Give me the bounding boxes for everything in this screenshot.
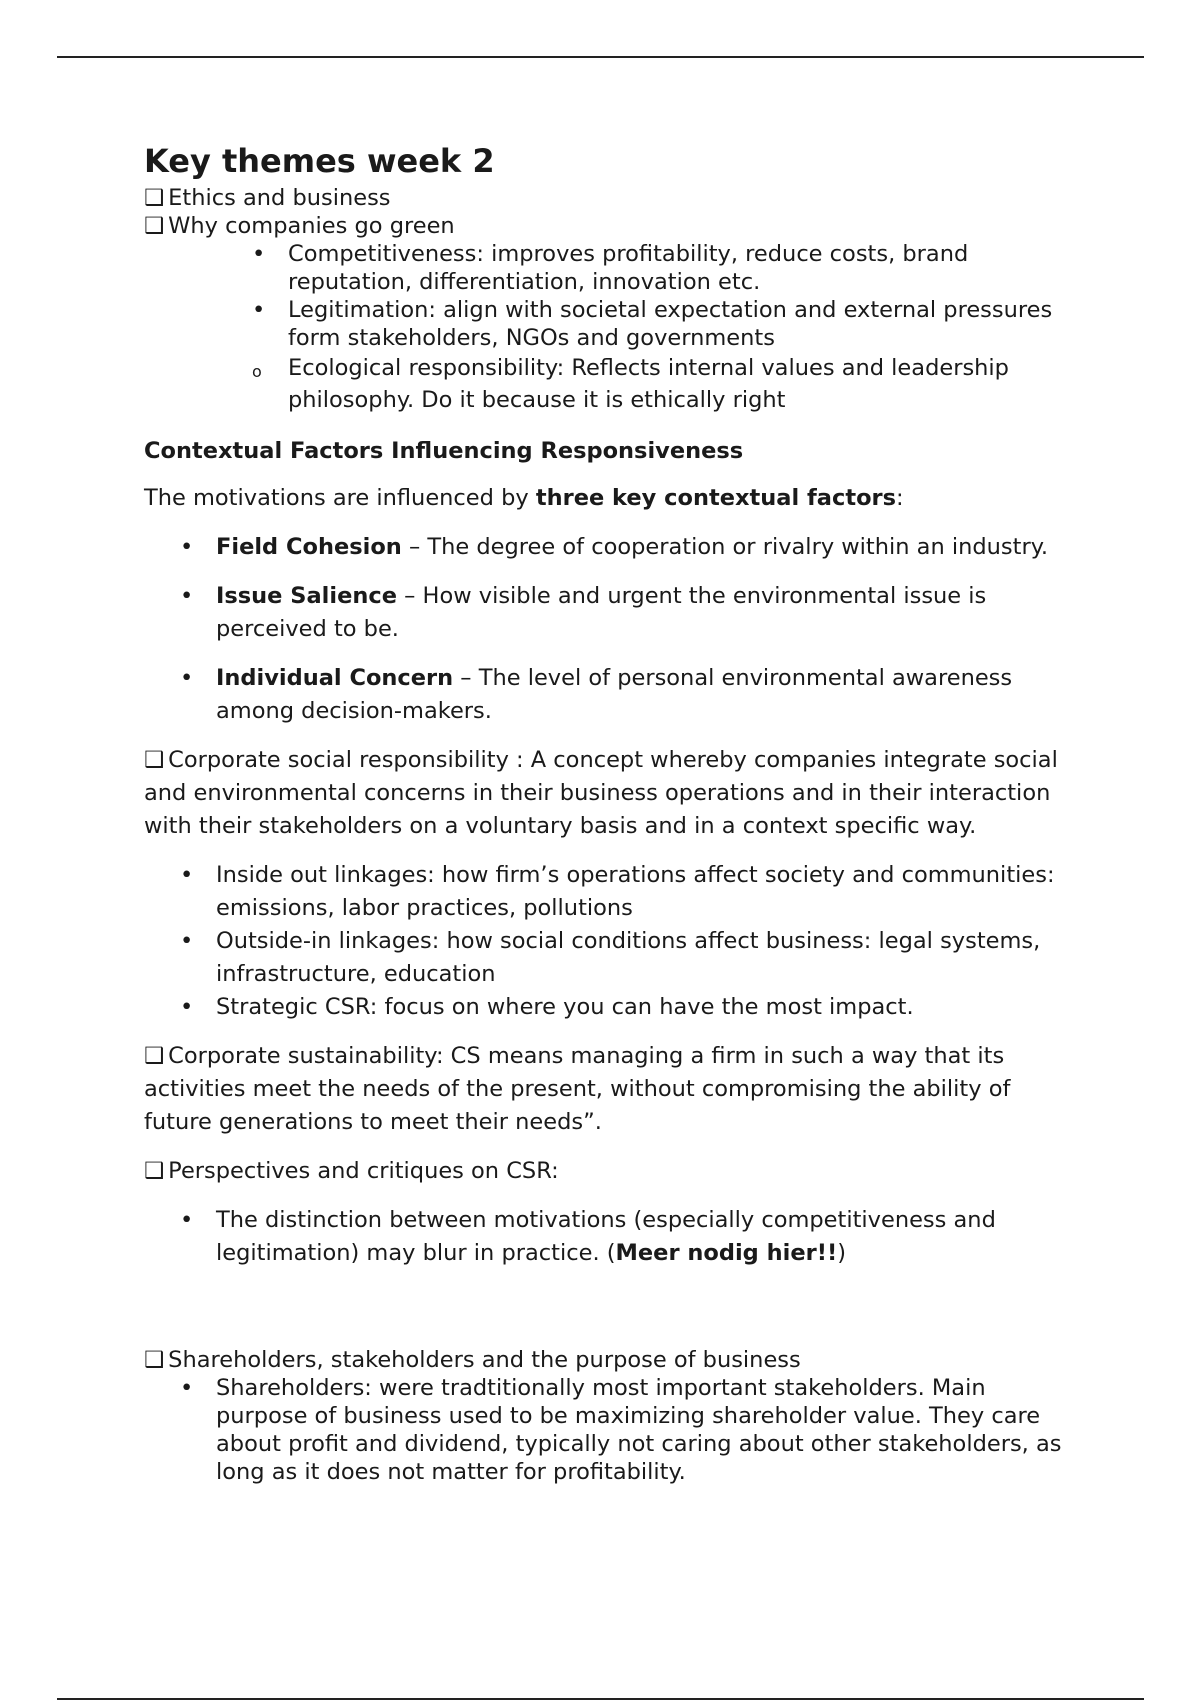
cs-paragraph: ❑ Corporate sustainability: CS means managing a firm in such a way that its activities meet the needs of the present, without compromising the ability of future generations to meet their needs”. <box>144 1040 1084 1139</box>
bullet-icon: • <box>252 241 266 267</box>
checklist-item-ethics: ❑ Ethics and business <box>144 185 391 211</box>
list-item: • Strategic CSR: focus on where you can have the most impact. <box>180 991 1084 1024</box>
checkbox-icon: ❑ <box>144 1158 165 1184</box>
csr-linkages-list <box>144 859 1084 1024</box>
checklist-item-green: ❑ Why companies go green <box>144 213 455 239</box>
list-item: • The distinction between motivations (especially competitiveness and legitimation) may blur in practice. (Meer nodig hier!!) <box>180 1204 1084 1270</box>
list-item: • Legitimation: align with societal expectation and external pressures form stakeholders, NGOs and governments <box>252 297 1053 351</box>
checkbox-icon: ❑ <box>144 213 165 239</box>
contextual-intro: The motivations are influenced by three key contextual factors: <box>144 485 904 511</box>
list-item: • Inside out linkages: how firm’s operations affect society and communities: emissions, labor practices, pollutions <box>180 859 1084 925</box>
checkbox-icon: ❑ <box>144 1347 165 1373</box>
list-item: • Shareholders: were tradtitionally most important stakeholders. Main purpose of business used to be maximizing shareholder value. They care about profit and dividend, typically not caring about other stakeholders, as long as it does not matter for profitability. <box>180 1375 1062 1485</box>
bullet-icon: • <box>180 928 194 954</box>
checkbox-icon: ❑ <box>144 747 165 773</box>
header-rule <box>57 56 1144 58</box>
bullet-icon: • <box>180 1207 194 1233</box>
shareholders-list <box>144 1374 1084 1486</box>
contextual-factors-list <box>144 531 1084 728</box>
bullet-icon: • <box>180 1375 194 1401</box>
list-item: • Individual Concern – The level of personal environmental awareness among decision-makers. <box>180 662 1084 728</box>
document-body <box>144 142 1084 1486</box>
checklist-item-shareholders: ❑ Shareholders, stakeholders and the purpose of business <box>144 1347 801 1373</box>
green-reasons-list <box>144 240 1084 416</box>
section-heading: Contextual Factors Influencing Responsiveness <box>144 438 744 464</box>
bullet-icon: • <box>180 534 194 560</box>
list-item: • Outside-in linkages: how social conditions affect business: legal systems, infrastructure, education <box>180 925 1084 991</box>
perspectives-list <box>144 1204 1084 1270</box>
bullet-icon: • <box>180 665 194 691</box>
sub-bullet-icon: o <box>252 362 262 381</box>
bullet-icon: • <box>252 297 266 323</box>
checkbox-icon: ❑ <box>144 185 165 211</box>
csr-paragraph: ❑ Corporate social responsibility : A concept whereby companies integrate social and environmental concerns in their business operations and in their interaction with their stakeholders on a voluntary basis and in a context specific way. <box>144 744 1084 843</box>
bullet-icon: • <box>180 994 194 1020</box>
list-item: • Competitiveness: improves profitability, reduce costs, brand reputation, differentiation, innovation etc. <box>252 241 969 295</box>
perspectives-paragraph: ❑ Perspectives and critiques on CSR: <box>144 1155 1084 1188</box>
page-title: Key themes week 2 <box>144 142 495 180</box>
list-item: • Field Cohesion – The degree of cooperation or rivalry within an industry. <box>180 531 1084 564</box>
list-item: o Ecological responsibility: Reflects internal values and leadership philosophy. Do it because it is ethically right <box>252 355 1009 413</box>
bullet-icon: • <box>180 862 194 888</box>
list-item: • Issue Salience – How visible and urgent the environmental issue is perceived to be. <box>180 580 1084 646</box>
checkbox-icon: ❑ <box>144 1043 165 1069</box>
bullet-icon: • <box>180 583 194 609</box>
